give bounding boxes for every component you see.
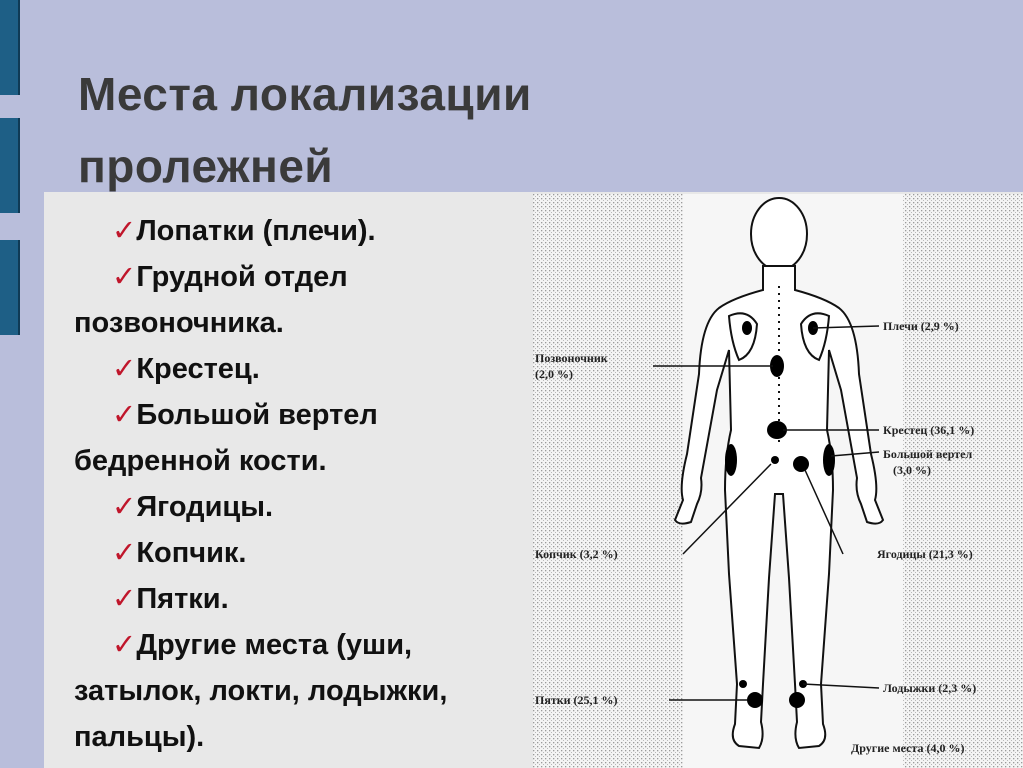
check-icon: ✓ [112, 399, 137, 431]
list-item-text: бедренной кости. [74, 445, 327, 477]
check-icon: ✓ [112, 353, 137, 385]
label-sacrum: Крестец (36,1 %) [883, 423, 975, 437]
bullet-list [74, 208, 544, 760]
list-item [74, 576, 544, 622]
list-item-text: Лопатки (плечи). [136, 215, 376, 247]
label-shoulders: Плечи (2,9 %) [883, 319, 959, 333]
list-item-text: Ягодицы. [136, 491, 274, 523]
decor-bar-1 [0, 0, 20, 95]
slide-title [78, 58, 978, 202]
check-icon: ✓ [112, 491, 137, 523]
label-heels: Пятки (25,1 %) [535, 693, 618, 707]
list-item-text: Копчик. [136, 537, 247, 569]
list-item-text: Другие места (уши, [136, 629, 413, 661]
list-item [74, 484, 544, 530]
label-trochanter: Большой вертел [883, 447, 973, 461]
check-icon: ✓ [112, 261, 137, 293]
decor-bar-3 [0, 240, 20, 335]
check-icon: ✓ [112, 583, 137, 615]
check-icon: ✓ [112, 629, 137, 661]
list-item-text: затылок, локти, лодыжки, [74, 675, 448, 707]
body-diagram-svg [533, 194, 1023, 768]
list-item [74, 392, 544, 484]
list-item [74, 530, 544, 576]
list-item-text: Пятки. [136, 583, 229, 615]
label-ankles: Лодыжки (2,3 %) [883, 681, 977, 695]
label-other: Другие места (4,0 %) [851, 741, 965, 755]
list-item [74, 346, 544, 392]
list-item-text: пальцы). [74, 721, 205, 753]
list-item-text: Грудной отдел [136, 261, 348, 293]
slide-title-line-1: Места локализации [78, 68, 532, 120]
list-item [74, 622, 544, 760]
list-item-text: Крестец. [136, 353, 260, 385]
label-coccyx: Копчик (3,2 %) [535, 547, 618, 561]
body-diagram [533, 194, 1023, 768]
check-icon: ✓ [112, 537, 137, 569]
slide-title-line-2: пролежней [78, 140, 334, 192]
list-item [74, 254, 544, 346]
label-trochanter-percent: (3,0 %) [893, 463, 931, 477]
check-icon: ✓ [112, 215, 137, 247]
list-item [74, 208, 544, 254]
label-spine: Позвоночник [535, 351, 608, 365]
list-item-text: позвоночника. [74, 307, 284, 339]
list-item-text: Большой вертел [136, 399, 378, 431]
label-buttocks: Ягодицы (21,3 %) [877, 547, 973, 561]
label-spine-percent: (2,0 %) [535, 367, 573, 381]
decor-bar-2 [0, 118, 20, 213]
